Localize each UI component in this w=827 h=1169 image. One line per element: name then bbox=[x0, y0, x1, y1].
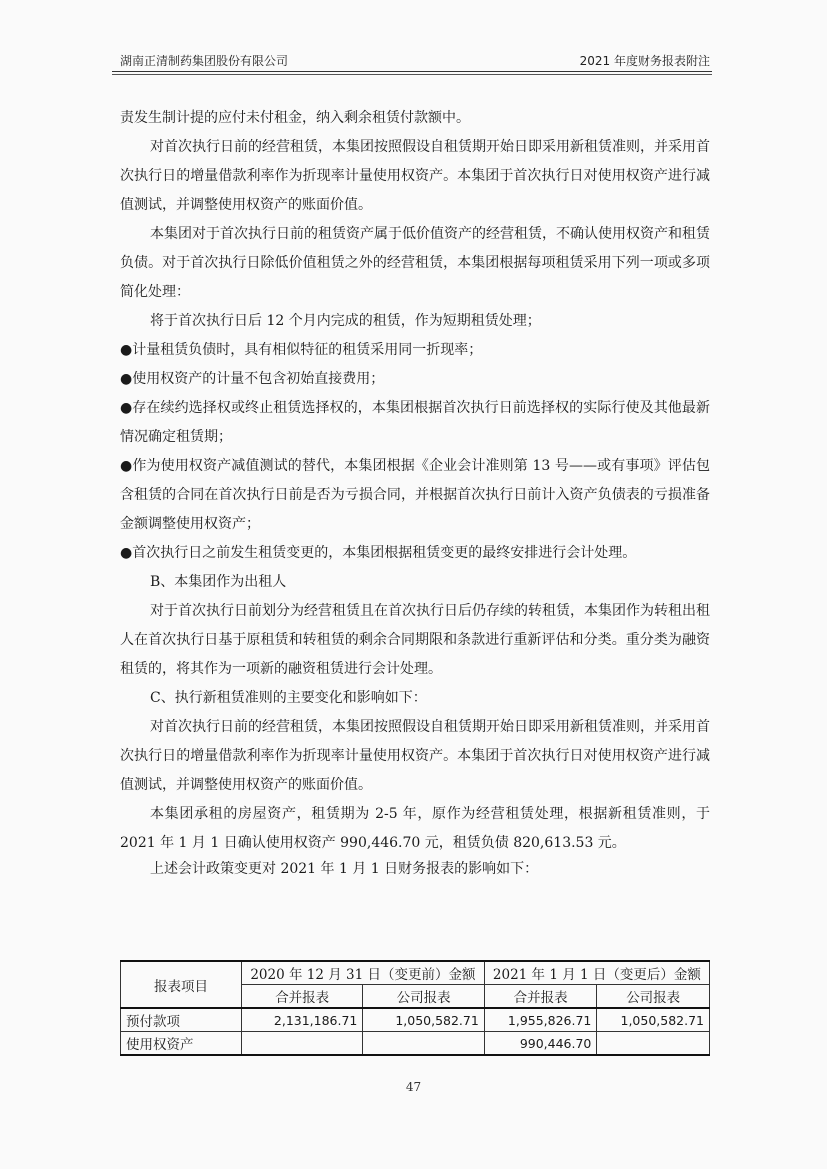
paragraph: 对首次执行日前的经营租赁，本集团按照假设自租赁期开始日即采用新租赁准则，并采用首次执行日的增量借款利率作为折现率计量使用权资产。本集团于首次执行日对使用权资产进行减值测试，并调整使用权资产的账面价值。 bbox=[120, 139, 710, 213]
section-heading: C、执行新租赁准则的主要变化和影响如下： bbox=[150, 690, 427, 706]
sub-header: 合并报表 bbox=[242, 985, 363, 1009]
bullet-item: ●作为使用权资产减值测试的替代，本集团根据《企业会计准则第 13 号——或有事项》评估包含租赁的合同在首次执行日前是否为亏损合同，并根据首次执行日前计入资产负债表的亏损准备金额调整使用权资产； bbox=[120, 458, 710, 532]
cell-value bbox=[242, 1032, 363, 1056]
header-rule-thin bbox=[112, 74, 712, 75]
col-group-before: 2020 年 12 月 31 日（变更前）金额 bbox=[242, 961, 485, 985]
cell-value: 2,131,186.71 bbox=[242, 1008, 363, 1032]
sub-header: 公司报表 bbox=[363, 985, 484, 1009]
paragraph: 责发生制计提的应付未付租金，纳入剩余租赁付款额中。 bbox=[120, 110, 470, 126]
table-row bbox=[121, 1008, 710, 1032]
paragraph: 对于首次执行日前划分为经营租赁且在首次执行日后仍存续的转租赁，本集团作为转租出租人在首次执行日基于原租赁和转租赁的剩余合同期限和条款进行重新评估和分类。重分类为融资租赁的，将其作为一项新的融资租赁进行会计处理。 bbox=[120, 603, 710, 677]
cell-value bbox=[597, 1032, 710, 1056]
bullet-item: ●首次执行日之前发生租赁变更的，本集团根据租赁变更的最终安排进行会计处理。 bbox=[120, 545, 637, 561]
col-group-after: 2021 年 1 月 1 日（变更后）金额 bbox=[484, 961, 709, 985]
paragraph: 将于首次执行日后 12 个月内完成的租赁，作为短期租赁处理； bbox=[150, 313, 541, 329]
cell-value: 1,050,582.71 bbox=[597, 1008, 710, 1032]
bullet-item: ●使用权资产的计量不包含初始直接费用； bbox=[120, 371, 385, 387]
body-text bbox=[120, 104, 710, 880]
paragraph: 对首次执行日前的经营租赁，本集团按照假设自租赁期开始日即采用新租赁准则，并采用首次执行日的增量借款利率作为折现率计量使用权资产。本集团于首次执行日对使用权资产进行减值测试，并调整使用权资产的账面价值。 bbox=[120, 719, 710, 793]
sub-header: 公司报表 bbox=[597, 985, 710, 1009]
impact-table bbox=[120, 960, 710, 1056]
cell-value: 1,955,826.71 bbox=[484, 1008, 597, 1032]
report-title: 2021 年度财务报表附注 bbox=[579, 54, 710, 68]
col-header-item: 报表项目 bbox=[121, 961, 242, 1008]
bullet-item: ●存在续约选择权或终止租赁选择权的，本集团根据首次执行日前选择权的实际行使及其他最新情况确定租赁期； bbox=[120, 400, 710, 445]
header-rule bbox=[112, 71, 712, 72]
section-heading: B、本集团作为出租人 bbox=[150, 574, 287, 590]
table-caption: 上述会计政策变更对 2021 年 1 月 1 日财务报表的影响如下： bbox=[150, 861, 539, 877]
sub-header: 合并报表 bbox=[484, 985, 597, 1009]
row-label: 预付款项 bbox=[121, 1008, 242, 1032]
cell-value: 1,050,582.71 bbox=[363, 1008, 484, 1032]
paragraph: 本集团承租的房屋资产，租赁期为 2-5 年，原作为经营租赁处理，根据新租赁准则，于 2021 年 1 月 1 日确认使用权资产 990,446.70 元，租赁负债 820,613.53 元。 bbox=[120, 806, 710, 851]
cell-value: 990,446.70 bbox=[484, 1032, 597, 1056]
paragraph: 本集团对于首次执行日前的租赁资产属于低价值资产的经营租赁，不确认使用权资产和租赁负债。对于首次执行日除低价值租赁之外的经营租赁，本集团根据每项租赁采用下列一项或多项简化处理： bbox=[120, 226, 710, 300]
company-name: 湖南正清制药集团股份有限公司 bbox=[120, 54, 289, 68]
row-label: 使用权资产 bbox=[121, 1032, 242, 1056]
bullet-item: ●计量租赁负债时，具有相似特征的租赁采用同一折现率； bbox=[120, 342, 483, 358]
table-row bbox=[121, 1032, 710, 1056]
cell-value bbox=[363, 1032, 484, 1056]
page-number: 47 bbox=[405, 1080, 422, 1094]
